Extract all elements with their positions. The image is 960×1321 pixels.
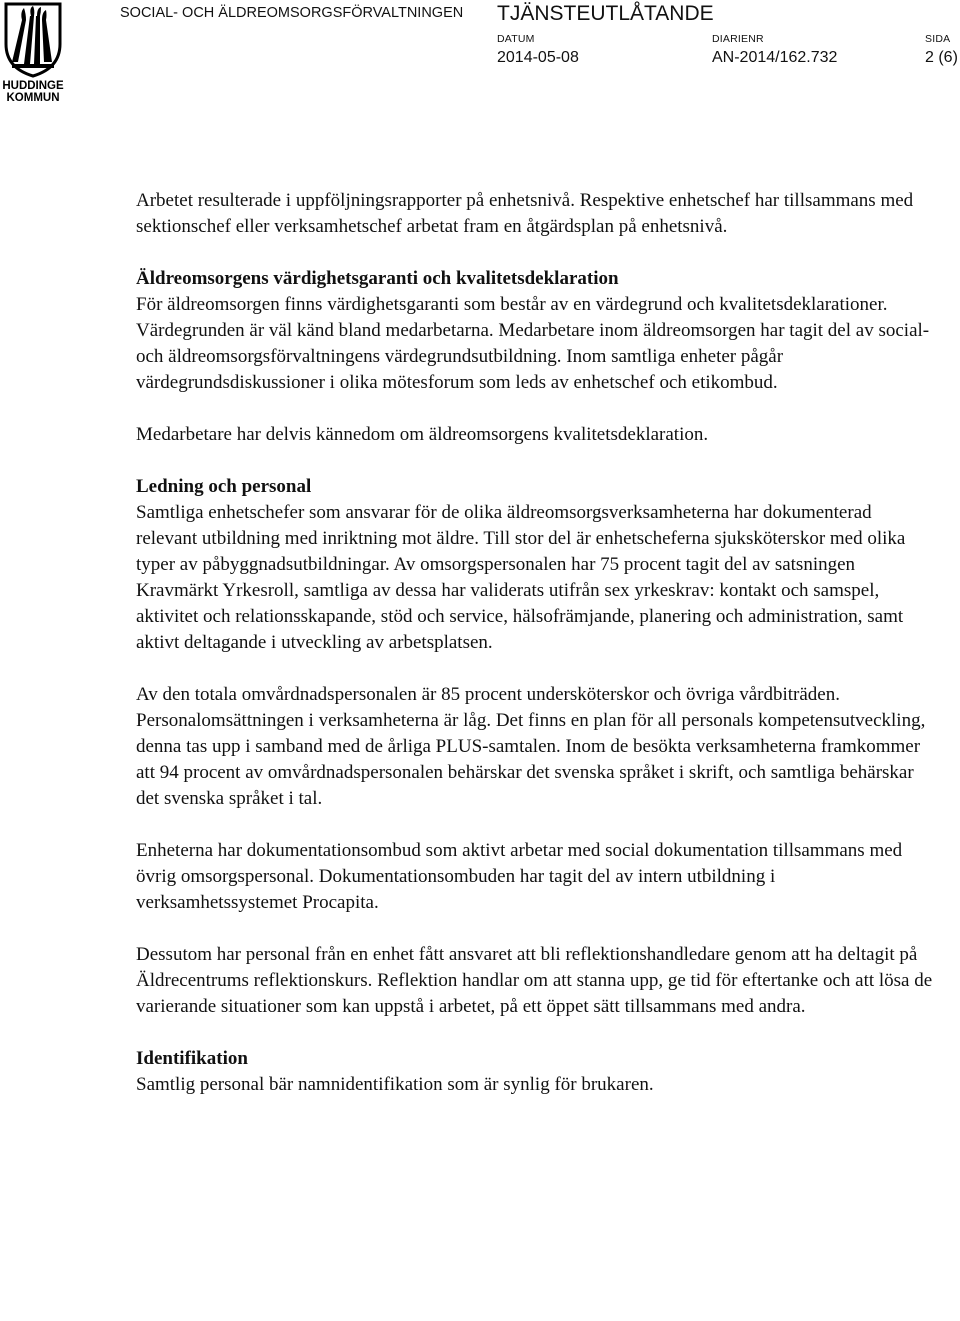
date-value: 2014-05-08: [497, 49, 579, 66]
paragraph: Samtliga enhetschefer som ansvarar för de olika äldreomsorgsverksamheterna har dokumenterad relevant utbildning med inriktning mot äldre. Till stor del är enhetscheferna sjuksköterskor med olika typer av påbyggnadsutbildningar. Av omsorgspersonalen har 75 procent tagit del av satsningen Kravmärkt Yrkesroll, samtliga av dessa har validerats utifrån sex yrkeskrav: kontakt och samspel, aktivitet och relationsskapande, stöd och service, hälsofrämjande, planering och administration, samt aktivt deltagande i utveckling av arbetsplatsen.: [136, 502, 906, 653]
document-type: TJÄNSTEUTLÅTANDE: [497, 2, 714, 25]
date-label: DATUM: [497, 33, 535, 45]
document-body: [136, 188, 936, 1124]
page-number: 2 (6): [925, 49, 958, 66]
section-heading: Ledning och personal: [136, 476, 312, 497]
diary-number-value: AN-2014/162.732: [712, 49, 838, 66]
paragraph: Samtlig personal bär namnidentifikation som är synlig för brukaren.: [136, 1074, 654, 1095]
paragraph: Dessutom har personal från en enhet fått ansvaret att bli reflektionshandledare genom att ha deltagit på Äldrecentrums reflektionskurs. Reflektion handlar om att stanna upp, ge tid för eftertanke och att lösa de varierande situationer som kan uppstå i arbetet, på ett öppet sätt tillsammans med andra.: [136, 944, 933, 1017]
document-header: [0, 0, 960, 110]
logo-text-line1: HUDDINGE: [2, 80, 64, 92]
coat-of-arms-icon: [2, 0, 64, 78]
paragraph: Arbetet resulterade i uppföljningsrapporter på enhetsnivå. Respektive enhetschef har tillsammans med sektionschef eller verksamhetschef arbetat fram en åtgärdsplan på enhetsnivå.: [136, 190, 914, 237]
paragraph: Enheterna har dokumentationsombud som aktivt arbetar med social dokumentation tillsammans med övrig omsorgspersonal. Dokumentationsombuden har tagit del av intern utbildning i verksamhetssystemet Procapita.: [136, 840, 903, 913]
paragraph: Av den totala omvårdnadspersonalen är 85 procent undersköterskor och övriga vårdbiträden. Personalomsättningen i verksamheterna är låg. Det finns en plan för all personals kompetensutveckling, denna tas upp i samband med de årliga PLUS-samtalen. Inom de besökta verksamheterna framkommer att 94 procent av omvårdnadspersonalen behärskar det svenska språket i skrift, och samtliga behärskar det svenska språket i tal.: [136, 684, 926, 809]
section-heading: Äldreomsorgens värdighetsgaranti och kvalitetsdeklaration: [136, 268, 619, 289]
diary-number-label: DIARIENR: [712, 33, 764, 45]
municipality-logo: [0, 0, 66, 108]
paragraph: Medarbetare har delvis kännedom om äldreomsorgens kvalitetsdeklaration.: [136, 424, 709, 445]
page-label: SIDA: [925, 33, 951, 45]
paragraph: För äldreomsorgen finns värdighetsgaranti som består av en värdegrund och kvalitetsdeklarationer. Värdegrunden är väl känd bland medarbetarna. Medarbetare inom äldreomsorgen har tagit del av social- och äldreomsorgsförvaltningens värdegrundsutbildning. Inom samtliga enheter pågår värdegrundsdiskussioner i olika mötesforum som leds av enhetschef och etikombud.: [136, 294, 930, 393]
logo-text-line2: KOMMUN: [6, 92, 60, 104]
section-heading: Identifikation: [136, 1048, 248, 1069]
organization-name: SOCIAL- OCH ÄLDREOMSORGSFÖRVALTNINGEN: [120, 5, 464, 21]
